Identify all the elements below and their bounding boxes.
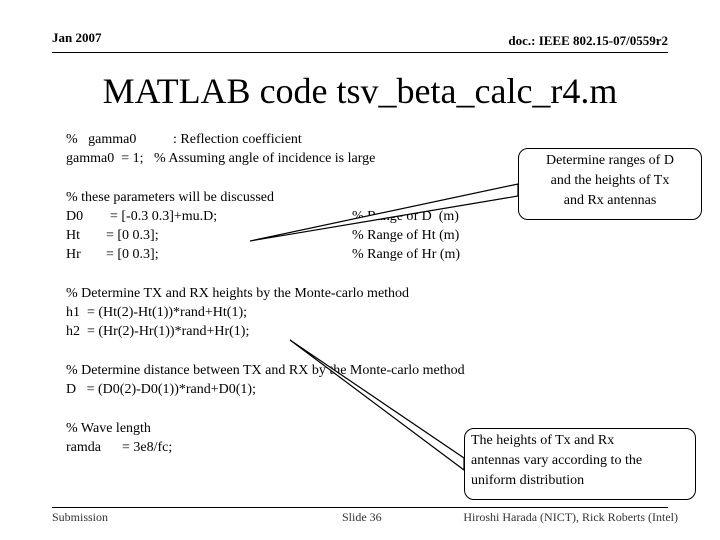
code-gamma-comment-key: % gamma0: [66, 132, 137, 147]
callout-ranges: Determine ranges of D and the heights of Tx and Rx antennas: [518, 148, 702, 220]
code-wave-comment: % Wave length: [66, 421, 151, 436]
code-hr-comment: % Range of Hr (m): [352, 247, 461, 262]
callout-ranges-pointer: [250, 184, 518, 241]
code-h1: h1 = (Ht(2)-Ht(1))*rand+Ht(1);: [66, 305, 248, 320]
code-distance-comment: % Determine distance between TX and RX by the Monte-carlo method: [66, 363, 465, 378]
code-hr-value: = [0 0.3];: [106, 247, 159, 262]
header-date: Jan 2007: [52, 30, 102, 45]
code-d0-value: = [-0.3 0.3]+mu.D;: [110, 209, 218, 224]
header-doc-ref: doc.: IEEE 802.15-07/0559r2: [508, 33, 668, 48]
footer-slide-number: Slide 36: [342, 510, 382, 524]
code-gamma-assign: gamma0 = 1; % Assuming angle of incidence is large: [66, 151, 376, 166]
code-hr-var: Hr: [66, 247, 81, 262]
footer-submission: Submission: [52, 510, 109, 524]
code-params-comment: % these parameters will be discussed: [66, 190, 274, 205]
slide-title: MATLAB code tsv_beta_calc_r4.m: [102, 71, 618, 111]
code-ht-comment: % Range of Ht (m): [352, 228, 460, 243]
footer-author: Hiroshi Harada (NICT), Rick Roberts (Intel): [463, 510, 678, 524]
code-h2: h2 = (Hr(2)-Hr(1))*rand+Hr(1);: [66, 324, 250, 339]
code-d0-comment: % Range of D (m): [352, 209, 459, 224]
code-ramda: ramda = 3e8/fc;: [66, 440, 173, 455]
callout-heights-pointer: [290, 340, 464, 470]
callout-heights: The heights of Tx and Rx antennas vary according to the uniform distribution: [464, 428, 696, 500]
code-d0-var: D0: [66, 209, 84, 224]
code-heights-comment: % Determine TX and RX heights by the Monte-carlo method: [66, 286, 410, 301]
code-ht-value: = [0 0.3];: [106, 228, 159, 243]
footer-rule: [52, 507, 668, 508]
code-ht-var: Ht: [66, 228, 80, 243]
code-gamma-comment-desc: : Reflection coefficient: [173, 132, 302, 147]
code-distance: D = (D0(2)-D0(1))*rand+D0(1);: [66, 382, 256, 397]
